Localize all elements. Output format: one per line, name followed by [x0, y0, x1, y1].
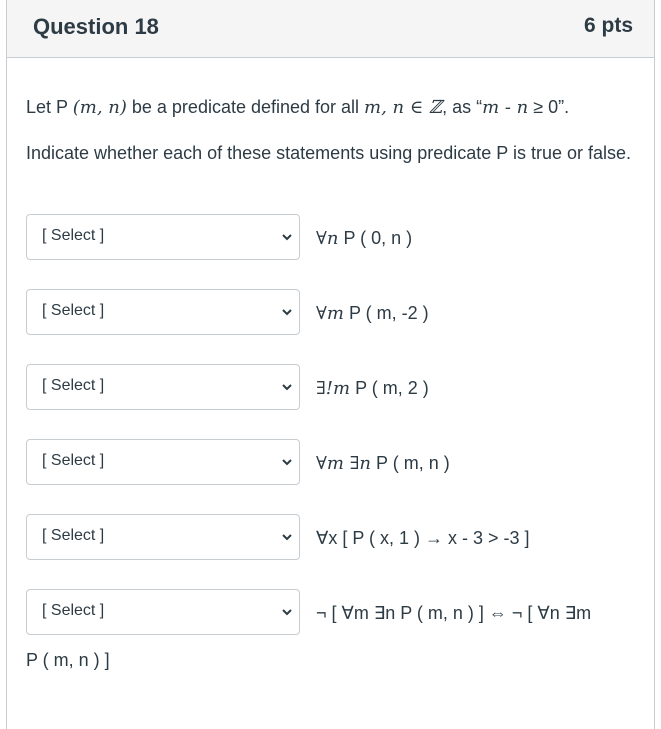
- statement-row: [26, 439, 661, 487]
- def-vars: m, n ∈ ℤ: [364, 97, 443, 118]
- answer-select-5[interactable]: [26, 514, 300, 560]
- answer-select-4[interactable]: [26, 439, 300, 485]
- select-label: [ Select ]: [42, 527, 105, 544]
- statement-quantifier: ¬ [ ∀m ∃n: [316, 603, 396, 623]
- statement-body: P ( m, 2 ): [350, 378, 429, 398]
- statement-row: [26, 214, 661, 262]
- select-label: [ Select ]: [42, 452, 105, 469]
- statement-body: [ P ( x, 1 ) → x - 3 > -3 ]: [337, 528, 530, 548]
- question-header: [7, 0, 654, 58]
- select-label: [ Select ]: [42, 377, 105, 394]
- instruction-text: Indicate whether each of these statements using predicate P is true or false.: [26, 143, 632, 163]
- statement-5: [316, 528, 530, 549]
- answer-select-1[interactable]: [26, 214, 300, 260]
- statement-2: [316, 303, 429, 324]
- chevron-down-icon: [281, 456, 293, 468]
- statement-6: [316, 603, 591, 624]
- def-predicate: P: [56, 97, 68, 117]
- def-as: , as “: [442, 97, 483, 117]
- statement-quantifier: ∀x: [316, 528, 338, 548]
- statement-row: [26, 589, 661, 637]
- statement-quantifier: ∀n: [316, 228, 339, 249]
- statement-4: [316, 453, 450, 474]
- statement-row: [26, 364, 661, 412]
- statement-row: [26, 289, 661, 337]
- statement-body: P ( 0, n ): [338, 228, 413, 248]
- chevron-down-icon: [281, 231, 293, 243]
- statement-quantifier: ∃!m: [316, 378, 351, 399]
- statement-body: P ( m, n ): [371, 453, 450, 473]
- select-label: [ Select ]: [42, 302, 105, 319]
- def-suffix: ≥ 0”.: [528, 97, 570, 117]
- statement-body: P ( m, n ) ] ⇔ ¬ [ ∀n ∃m: [395, 603, 592, 623]
- question-title: Question 18: [33, 14, 159, 39]
- chevron-down-icon: [281, 306, 293, 318]
- def-expr: m - n: [482, 97, 529, 118]
- statement-3: [316, 378, 429, 399]
- def-mid: be a predicate defined for all: [126, 97, 365, 117]
- chevron-down-icon: [281, 531, 293, 543]
- answer-select-6[interactable]: [26, 589, 300, 635]
- statement-body: P ( m, -2 ): [343, 303, 429, 323]
- statement-quantifier: ∀m: [316, 303, 344, 324]
- select-label: [ Select ]: [42, 227, 105, 244]
- statement-1: [316, 228, 412, 249]
- statement-row: [26, 514, 661, 562]
- def-args: (m, n): [72, 97, 127, 118]
- statement-quantifier: ∀m ∃n: [316, 453, 372, 474]
- question-points: 6 pts: [583, 14, 633, 37]
- predicate-definition: [26, 93, 639, 122]
- answer-select-3[interactable]: [26, 364, 300, 410]
- select-label: [ Select ]: [42, 602, 105, 619]
- def-prefix: Let: [26, 97, 57, 117]
- answer-select-2[interactable]: [26, 289, 300, 335]
- statement-6-continuation: P ( m, n ) ]: [26, 650, 110, 670]
- chevron-down-icon: [281, 606, 293, 618]
- chevron-down-icon: [281, 381, 293, 393]
